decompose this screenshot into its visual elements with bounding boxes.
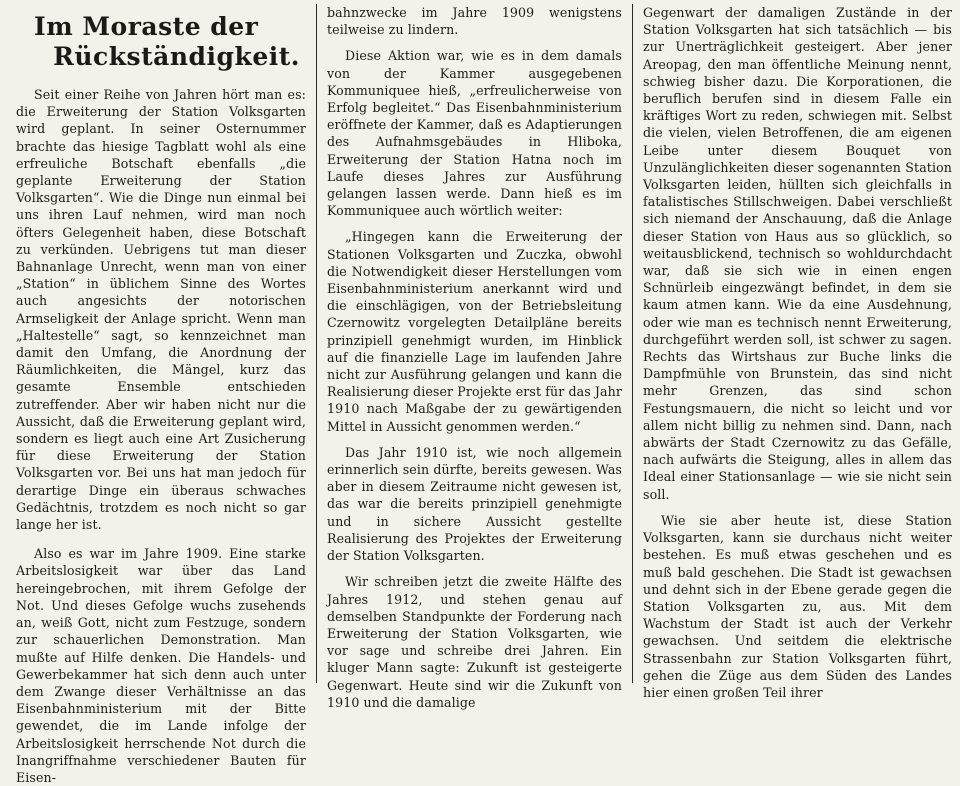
column-2 xyxy=(316,4,632,710)
column-1 xyxy=(16,4,316,785)
headline-line-2: Rückständigkeit. xyxy=(53,42,300,71)
paragraph: Also es war im Jahre 1909. Eine starke Arbeitslosigkeit war über das Land hereingebrochen, mit ihrem Gefolge der Not. Und dieses Gefolge wuchs zusehends an, weiß Gott, nicht zum Festzuge, sondern zur schauerlichen Demonstration. Man mußte auf Hilfe denken. Die Handels- und Gewerbekammer hat sich denn auch unter dem Zwange dieser Verhältnisse an das Eisenbahnministerium mit der Bitte gewendet, die im Lande infolge der Arbeitslosigkeit herrschende Not durch die Inangriffnahme verschiedener Bauten für Eisen- xyxy=(16,546,306,785)
headline xyxy=(16,12,306,72)
quotation-paragraph: „Hingegen kann die Erweiterung der Stationen Volksgarten und Zuczka, obwohl die Notwendigkeit dieser Herstellungen vom Eisenbahnministerium anerkannt wird und die einschlägigen, von der Betriebsleitung Czernowitz vorgelegten Detailpläne bereits prinzipiell genehmigt wurden, im Hinblick auf die finanzielle Lage im laufenden Jahre nicht zur Ausführung gelangen und kann die Realisierung dieser Projekte erst für das Jahr 1910 nach Maßgabe der zu gewärtigenden Mittel in Aussicht genommen werden.“ xyxy=(327,229,622,434)
paragraph: Diese Aktion war, wie es in dem damals von der Kammer ausgegebenen Kommuniquee hieß, „erfreulicherweise von Erfolg begleitet.“ Das Eisenbahnministerium eröffnete der Kammer, daß es Adaptierungen des Aufnahmsgebäudes in Hliboka, Erweiterung der Station Hatna noch im Laufe dieses Jahres zur Ausführung gelangen lassen werde. Dann hieß es im Kommuniquee auch wörtlich weiter: xyxy=(327,48,622,219)
paragraph: Seit einer Reihe von Jahren hört man es: die Erweiterung der Station Volksgarten wird geplant. In seiner Osternummer brachte das hiesige Tagblatt wohl als eine erfreuliche Botschaft ebenfalls „die geplante Erweiterung der Station Volksgarten“. Wie die Dinge nun einmal bei uns ihren Lauf nehmen, wird man noch öfters Gelegenheit haben, diese Botschaft zu verkünden. Uebrigens tut man dieser Bahnanlage Unrecht, wenn man von einer „Station“ in üblichem Sinne des Wortes auch angesichts der notorischen Armseligkeit der Anlage spricht. Wenn man „Haltestelle“ sagt, so kennzeichnet man damit den Umfang, die Anordnung der Räumlichkeiten, die Mängel, kurz das gesamte Ensemble entschieden zutreffender. Aber wir haben nicht nur die Aussicht, daß die Erweiterung geplant wird, sondern es liegt auch eine Art Zusicherung für diese Erweiterung der Station Volksgarten vor. Bei uns hat man jedoch für derartige Dinge ein überaus schwaches Gedächtnis, trotzdem es noch nicht so gar lange her ist. xyxy=(16,87,306,533)
paragraph-continued: bahnzwecke im Jahre 1909 wenigstens teilweise zu lindern. xyxy=(327,5,622,38)
paragraph: Das Jahr 1910 ist, wie noch allgemein erinnerlich sein dürfte, bereits gewesen. Was aber in diesem Zeitraume nicht gewesen ist, das war die bereits prinzipiell genehmigte und in sichere Aussicht gestellte Realisierung des Projektes der Erweiterung der Station Volksgarten. xyxy=(327,444,622,564)
paragraph: Wie sie aber heute ist, diese Station Volksgarten, kann sie durchaus nicht weiter bestehen. Es muß etwas geschehen und es muß bald geschehen. Die Stadt ist gewachsen und dehnt sich in der Ebene gerade gegen die Station Volksgarten zu, aus. Mit dem Wachstum der Stadt ist auch der Verkehr gewachsen. Und seitdem die elektrische Strassenbahn zur Station Volksgarten führt, gehen die Züge aus dem Süden des Landes hier einen großen Teil ihrer xyxy=(643,512,952,700)
paragraph-continued: Gegenwart der damaligen Zustände in der Station Volksgarten hat sich tatsächlich — bis zur Unerträglichkeit gesteigert. Aber jener Areopag, den man öffentliche Meinung nennt, schwieg bisher dazu. Die Korporationen, die beruflich berufen sind in diesem Falle ein kräftiges Wort zu reden, schwiegen mit. Selbst die vielen, vielen Betroffenen, die am eigenen Leibe unter diesem Bouquet von Unzulänglichkeiten dieser sogenannten Station Volksgarten leiden, hüllten sich gleichfalls in fatalistisches Stillschweigen. Dabei verschließt sich niemand der Anschauung, daß die Anlage dieser Station von Haus aus so glücklich, so weitausblickend, technisch so wohldurchdacht war, daß sie sich wie in einen engen Schnürleib eingezwängt befindet, in dem sie kaum atmen kann. Wie da eine Ausdehnung, oder wie man es technisch nennt Erweiterung, durchgeführt werden soll, ist schwer zu sagen. Rechts das Wirtshaus zur Buche links die Dampfmühle von Brunstein, das sind nicht mehr Grenzen, das sind schon Festungsmauern, die nicht so leicht und vor allem nicht billig zu nehmen sind. Dann, nach abwärts der Stadt Czernowitz zu das Gefälle, nach aufwärts die Steigung, alles in allem das Ideal einer Stationsanlage — wie sie nicht sein soll. xyxy=(643,5,952,502)
paragraph: Wir schreiben jetzt die zweite Hälfte des Jahres 1912, und stehen genau auf demselben Standpunkte der Forderung nach Erweiterung der Station Volksgarten, wie vor sage und schreibe drei Jahren. Ein kluger Mann sagte: Zukunft ist gesteigerte Gegenwart. Heute sind wir die Zukunft von 1910 und die damalige xyxy=(327,574,622,710)
headline-line-1: Im Moraste der xyxy=(34,12,259,41)
column-3 xyxy=(632,4,952,700)
